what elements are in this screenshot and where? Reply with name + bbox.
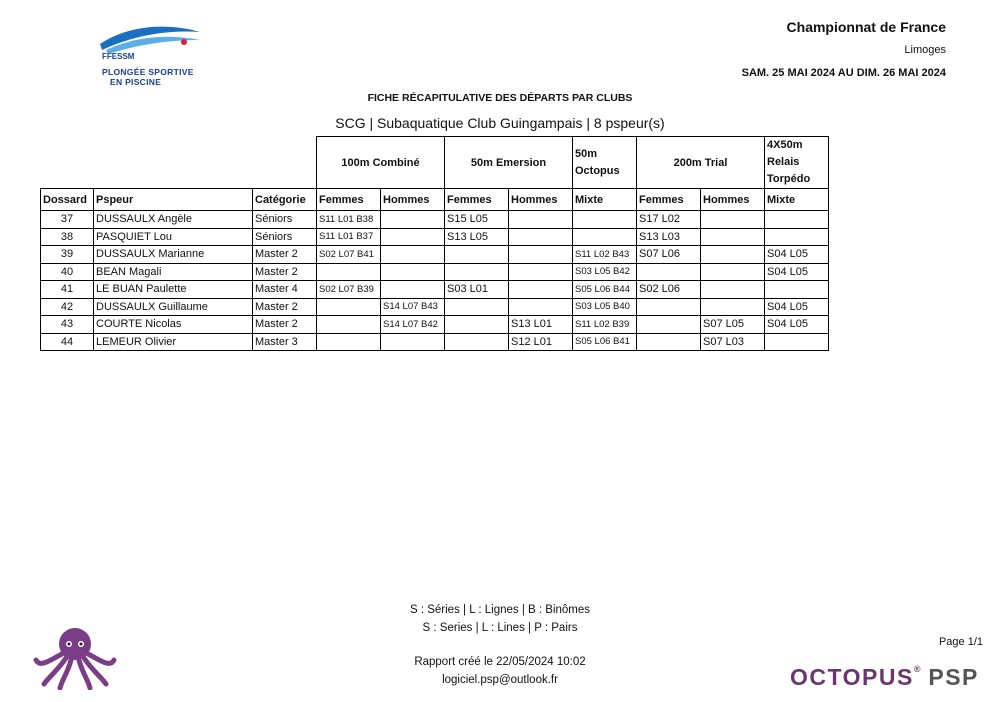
- start-cell: [637, 298, 701, 316]
- categorie-cell: Master 3: [253, 333, 317, 351]
- start-cell: S14 L07 B43: [381, 298, 445, 316]
- start-cell: S14 L07 B42: [381, 316, 445, 334]
- pspeur-cell: DUSSAULX Marianne: [94, 246, 253, 264]
- start-cell: [317, 263, 381, 281]
- categorie-cell: Master 4: [253, 281, 317, 299]
- event-city: Limoges: [904, 44, 946, 56]
- dossard-cell: 41: [41, 281, 94, 299]
- start-cell: [381, 281, 445, 299]
- start-cell: S02 L07 B39: [317, 281, 381, 299]
- start-cell: S05 L06 B41: [573, 333, 637, 351]
- group-200m-trial: 200m Trial: [637, 137, 765, 189]
- dossard-cell: 37: [41, 211, 94, 229]
- table-row: [41, 211, 829, 229]
- categorie-cell: Master 2: [253, 316, 317, 334]
- start-cell: [765, 281, 829, 299]
- start-cell: S04 L05: [765, 298, 829, 316]
- start-cell: [445, 316, 509, 334]
- start-cell: S02 L07 B41: [317, 246, 381, 264]
- col-hommes: Hommes: [701, 189, 765, 211]
- col-hommes: Hommes: [381, 189, 445, 211]
- dossard-cell: 40: [41, 263, 94, 281]
- table-row: [41, 298, 829, 316]
- start-cell: [701, 263, 765, 281]
- start-cell: S07 L06: [637, 246, 701, 264]
- start-cell: S07 L05: [701, 316, 765, 334]
- dossard-cell: 38: [41, 228, 94, 246]
- categorie-cell: Séniors: [253, 211, 317, 229]
- legend-en: S : Series | L : Lines | P : Pairs: [422, 622, 578, 634]
- start-cell: S13 L05: [445, 228, 509, 246]
- categorie-cell: Séniors: [253, 228, 317, 246]
- start-cell: S11 L02 B39: [573, 316, 637, 334]
- group-relais-torpedo: 4X50m Relais Torpédo: [765, 137, 829, 189]
- pspeur-cell: BEAN Magali: [94, 263, 253, 281]
- col-dossard: Dossard: [41, 189, 94, 211]
- start-cell: [701, 211, 765, 229]
- group-100m-combine: 100m Combiné: [317, 137, 445, 189]
- start-cell: [381, 246, 445, 264]
- start-cell: [637, 316, 701, 334]
- start-cell: [317, 298, 381, 316]
- table-row: [41, 316, 829, 334]
- start-cell: [381, 333, 445, 351]
- start-cell: [445, 263, 509, 281]
- group-50m-octopus: 50m Octopus: [573, 137, 637, 189]
- event-title: Championnat de France: [786, 19, 946, 35]
- start-cell: [445, 246, 509, 264]
- departures-table: [40, 136, 829, 351]
- start-cell: S11 L01 B38: [317, 211, 381, 229]
- col-femmes: Femmes: [317, 189, 381, 211]
- logo-acronym: FFESSM: [102, 52, 135, 61]
- categorie-cell: Master 2: [253, 298, 317, 316]
- col-hommes: Hommes: [509, 189, 573, 211]
- col-pspeur: Pspeur: [94, 189, 253, 211]
- start-cell: [509, 228, 573, 246]
- categorie-cell: Master 2: [253, 246, 317, 264]
- table-row: [41, 281, 829, 299]
- dossard-cell: 42: [41, 298, 94, 316]
- event-dates: SAM. 25 MAI 2024 AU DIM. 26 MAI 2024: [741, 67, 946, 79]
- pspeur-cell: COURTE Nicolas: [94, 316, 253, 334]
- start-cell: S04 L05: [765, 246, 829, 264]
- start-cell: [317, 316, 381, 334]
- dossard-cell: 43: [41, 316, 94, 334]
- contact-email: logiciel.psp@outlook.fr: [442, 674, 558, 686]
- start-cell: [701, 281, 765, 299]
- start-cell: [637, 263, 701, 281]
- start-cell: S04 L05: [765, 316, 829, 334]
- start-cell: [317, 333, 381, 351]
- octopus-psp-logo: OCTOPUS® PSP: [790, 664, 979, 690]
- pspeur-cell: LE BUAN Paulette: [94, 281, 253, 299]
- start-cell: [509, 263, 573, 281]
- start-cell: S05 L06 B44: [573, 281, 637, 299]
- logo-line-1: PLONGÉE SPORTIVE: [102, 67, 194, 77]
- pspeur-cell: LEMEUR Olivier: [94, 333, 253, 351]
- club-title: SCG | Subaquatique Club Guingampais | 8 pspeur(s): [335, 115, 665, 131]
- octopus-icon: [32, 624, 118, 690]
- col-mixte: Mixte: [573, 189, 637, 211]
- group-50m-emersion: 50m Emersion: [445, 137, 573, 189]
- start-cell: S03 L05 B42: [573, 263, 637, 281]
- start-cell: [509, 211, 573, 229]
- start-cell: S02 L06: [637, 281, 701, 299]
- col-categorie: Catégorie: [253, 189, 317, 211]
- start-cell: S07 L03: [701, 333, 765, 351]
- start-cell: [445, 333, 509, 351]
- table-row: [41, 246, 829, 264]
- table-row: [41, 333, 829, 351]
- report-created: Rapport créé le 22/05/2024 10:02: [414, 656, 586, 668]
- logo-line-2: EN PISCINE: [110, 77, 162, 87]
- dossard-cell: 39: [41, 246, 94, 264]
- header-spacer: [41, 137, 317, 189]
- col-mixte: Mixte: [765, 189, 829, 211]
- table-row: [41, 263, 829, 281]
- dossard-cell: 44: [41, 333, 94, 351]
- start-cell: [509, 281, 573, 299]
- table-row: [41, 228, 829, 246]
- start-cell: S13 L03: [637, 228, 701, 246]
- start-cell: [765, 333, 829, 351]
- start-cell: [701, 298, 765, 316]
- start-cell: S04 L05: [765, 263, 829, 281]
- start-cell: [701, 246, 765, 264]
- start-cell: S15 L05: [445, 211, 509, 229]
- fiche-title: FICHE RÉCAPITULATIVE DES DÉPARTS PAR CLUBS: [367, 92, 633, 104]
- start-cell: [509, 246, 573, 264]
- start-cell: S12 L01: [509, 333, 573, 351]
- start-cell: S17 L02: [637, 211, 701, 229]
- start-cell: [445, 298, 509, 316]
- start-cell: [381, 263, 445, 281]
- start-cell: [573, 228, 637, 246]
- start-cell: [573, 211, 637, 229]
- pspeur-cell: DUSSAULX Guillaume: [94, 298, 253, 316]
- start-cell: S03 L05 B40: [573, 298, 637, 316]
- start-cell: S03 L01: [445, 281, 509, 299]
- pspeur-cell: DUSSAULX Angèle: [94, 211, 253, 229]
- ffessm-logo: [96, 22, 206, 92]
- page-number: Page 1/1: [938, 636, 983, 648]
- start-cell: [509, 298, 573, 316]
- col-femmes: Femmes: [637, 189, 701, 211]
- categorie-cell: Master 2: [253, 263, 317, 281]
- col-femmes: Femmes: [445, 189, 509, 211]
- start-cell: [637, 333, 701, 351]
- start-cell: S11 L01 B37: [317, 228, 381, 246]
- start-cell: [381, 211, 445, 229]
- legend-fr: S : Séries | L : Lignes | B : Binômes: [409, 604, 591, 616]
- start-cell: S13 L01: [509, 316, 573, 334]
- start-cell: [765, 228, 829, 246]
- start-cell: [381, 228, 445, 246]
- start-cell: [765, 211, 829, 229]
- start-cell: S11 L02 B43: [573, 246, 637, 264]
- pspeur-cell: PASQUIET Lou: [94, 228, 253, 246]
- start-cell: [701, 228, 765, 246]
